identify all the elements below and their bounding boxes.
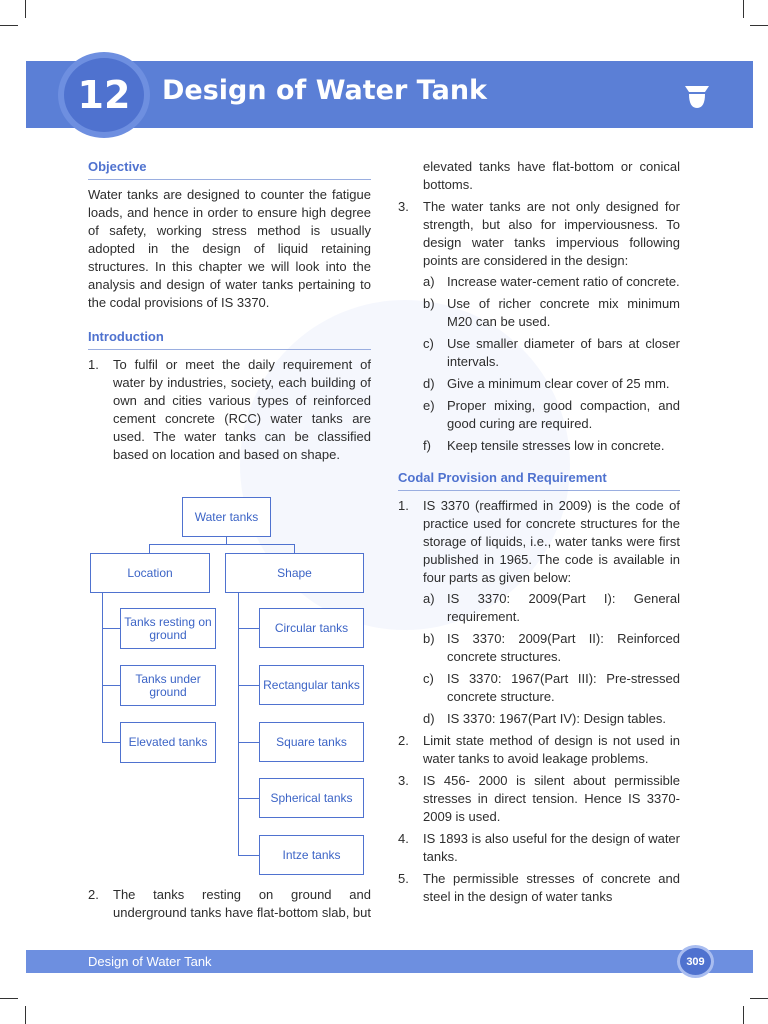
- node-water-tanks: Water tanks: [182, 497, 271, 537]
- crop-mark: [25, 1006, 26, 1024]
- node-tanks-resting-on-ground: Tanks resting on ground: [120, 608, 216, 649]
- objective-heading: Objective: [88, 158, 371, 180]
- objective-text: Water tanks are designed to counter the fatigue loads, and hence in order to ensure high degree of safety, working stress method is usually adopted in the design of liquid retaining structures. In this chapter we will look into the analysis and design of water tanks pertaining to the codal provisions of IS 3370.: [88, 187, 371, 310]
- codal-item: 4. IS 1893 is also useful for the design of water tanks.: [398, 831, 680, 864]
- intro-item-2-continued: elevated tanks have flat-bottom or conical bottoms.: [423, 159, 680, 192]
- node-location: Location: [90, 553, 210, 593]
- right-column: [398, 158, 680, 906]
- codal-item: 2. Limit state method of design is not used in water tanks to avoid leakage problems.: [398, 733, 680, 766]
- node-shape: Shape: [225, 553, 364, 593]
- code-part: d) IS 3370: 1967(Part IV): Design tables.: [423, 711, 666, 726]
- crop-mark: [750, 25, 768, 26]
- crop-mark: [0, 25, 18, 26]
- crop-mark: [750, 998, 768, 999]
- page-number: 309: [677, 945, 714, 978]
- design-point: c) Use smaller diameter of bars at closer intervals.: [423, 336, 680, 369]
- crop-mark: [0, 998, 18, 999]
- chapter-number: 12: [58, 52, 150, 138]
- design-point: d) Give a minimum clear cover of 25 mm.: [423, 376, 670, 391]
- codal-item: 5. The permissible stresses of concrete and steel in the design of water tanks: [398, 871, 680, 904]
- footer-title: Design of Water Tank: [88, 954, 212, 969]
- introduction-heading: Introduction: [88, 328, 371, 350]
- code-part: a) IS 3370: 2009(Part I): General requirement.: [423, 591, 680, 624]
- intro-item-3: [398, 198, 680, 270]
- node-square-tanks: Square tanks: [259, 722, 364, 762]
- design-point: f) Keep tensile stresses low in concrete.: [423, 438, 665, 453]
- item-text: The tanks resting on ground and underground tanks have flat-bottom slab, but: [113, 887, 371, 920]
- crop-mark: [25, 0, 26, 18]
- item-number: 1.: [88, 357, 99, 372]
- node-tanks-under-ground: Tanks under ground: [120, 665, 216, 706]
- codal-item: 3. IS 456- 2000 is silent about permissible stresses in direct tension. Hence IS 3370-2009 is used.: [398, 773, 680, 824]
- code-part: b) IS 3370: 2009(Part II): Reinforced concrete structures.: [423, 631, 680, 664]
- crop-mark: [743, 1006, 744, 1024]
- water-tank-classification-diagram: [88, 493, 371, 883]
- codal-heading: Codal Provision and Requirement: [398, 469, 680, 491]
- item-text: The water tanks are not only designed for strength, but also for imperviousness. To design water tanks impervious following points are considered in the design:: [423, 199, 680, 268]
- node-circular-tanks: Circular tanks: [259, 608, 364, 648]
- design-point: e) Proper mixing, good compaction, and good curing are required.: [423, 398, 680, 431]
- node-spherical-tanks: Spherical tanks: [259, 778, 364, 818]
- item-text: To fulfil or meet the daily requirement of water by industries, society, each building of own and cities various types of reinforced cement concrete (RCC) water tanks are used. The water tanks can be classified based on location and based on shape.: [113, 357, 371, 462]
- design-point: a) Increase water-cement ratio of concrete.: [423, 274, 680, 289]
- node-intze-tanks: Intze tanks: [259, 835, 364, 875]
- design-point: b) Use of richer concrete mix minimum M20 can be used.: [423, 296, 680, 329]
- left-column: [88, 158, 371, 464]
- item-number: 2.: [88, 887, 99, 902]
- codal-item-1: 1. IS 3370 (reaffirmed in 2009) is the code of practice used for concrete structures for the storage of liquids, i.e., water tanks were first published in 1965. The code is available in four parts as given below:: [398, 498, 680, 585]
- brand-logo-icon: [683, 84, 711, 110]
- node-elevated-tanks: Elevated tanks: [120, 722, 216, 763]
- intro-item-1: [88, 356, 371, 464]
- code-part: c) IS 3370: 1967(Part III): Pre-stressed concrete structure.: [423, 671, 680, 704]
- intro-item-2: [88, 886, 371, 922]
- item-number: 3.: [398, 199, 409, 214]
- chapter-title: Design of Water Tank: [162, 75, 488, 106]
- node-rectangular-tanks: Rectangular tanks: [259, 665, 364, 705]
- crop-mark: [743, 0, 744, 18]
